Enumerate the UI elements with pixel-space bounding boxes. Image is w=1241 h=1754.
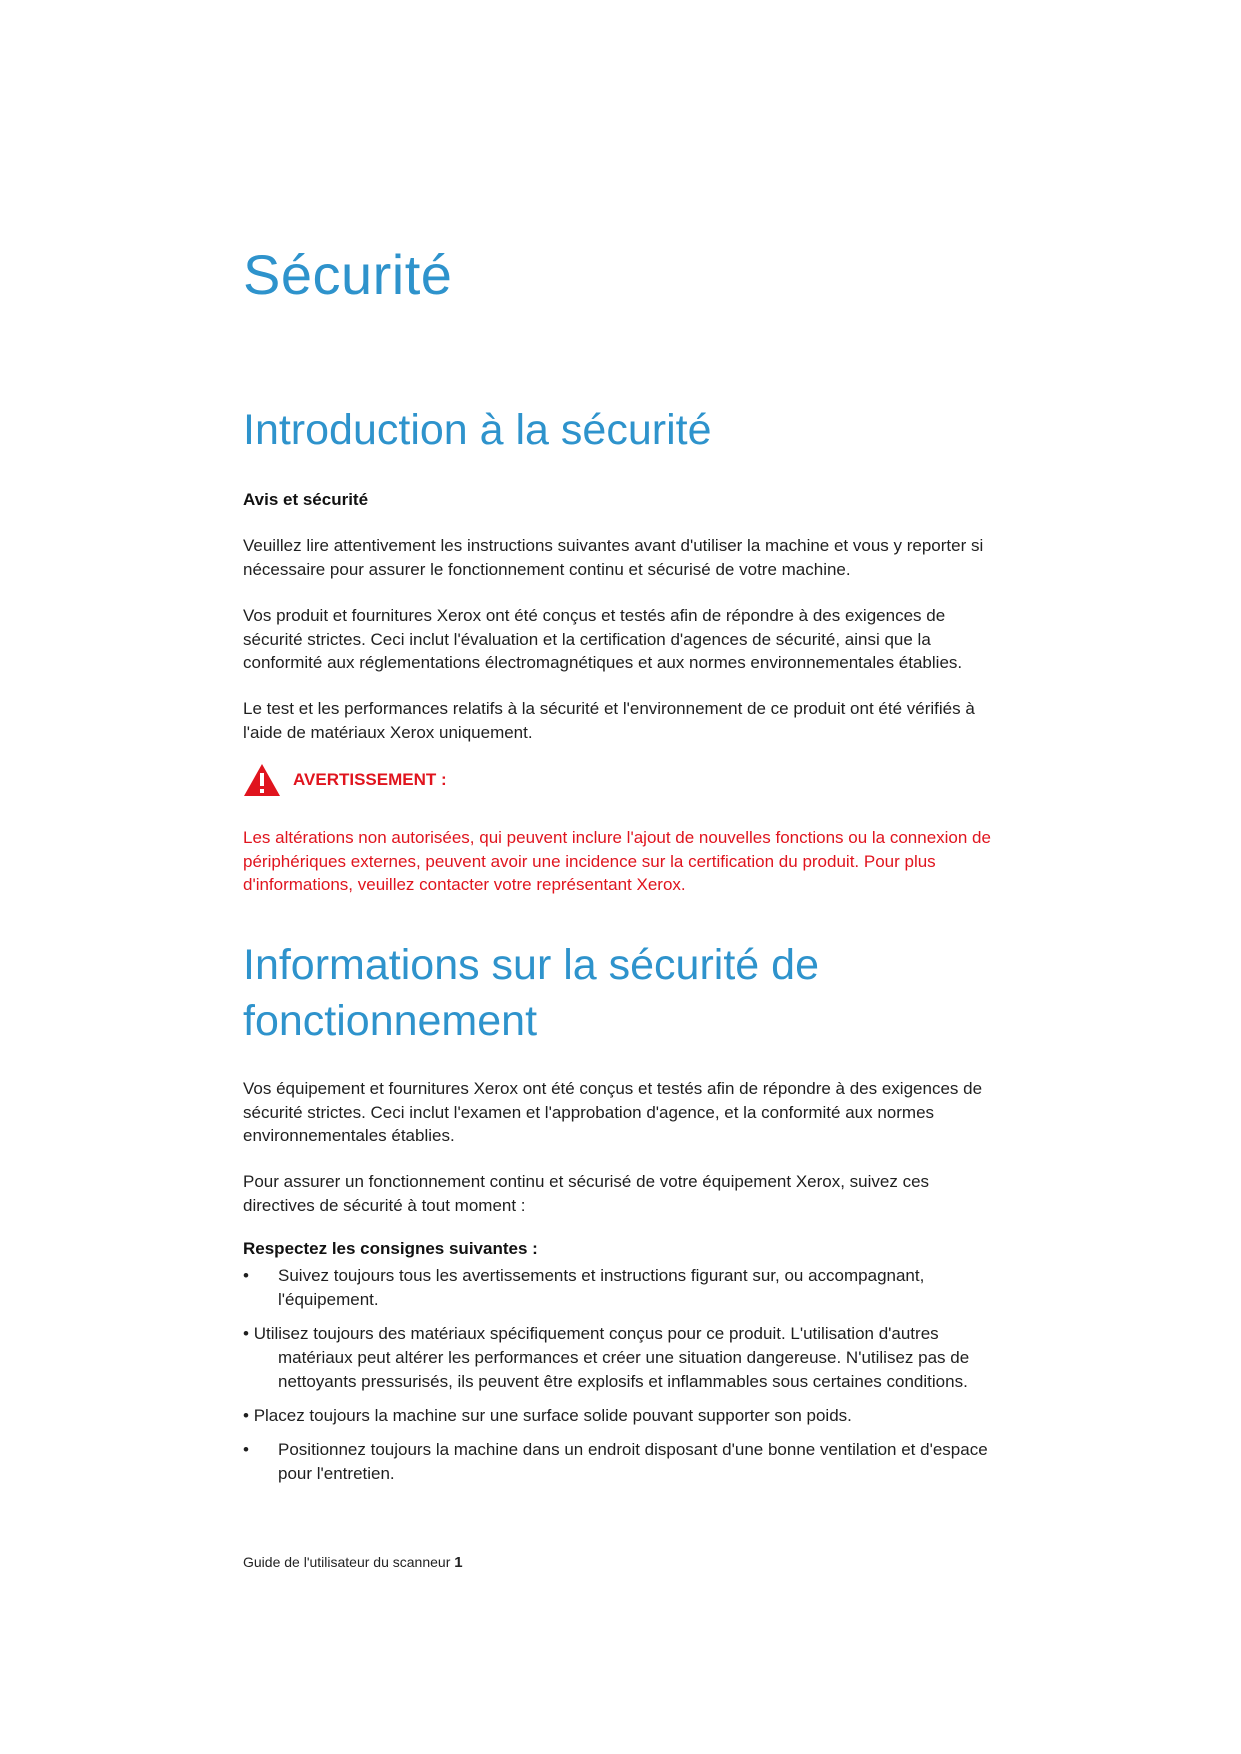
intro-paragraph: Veuillez lire attentivement les instructions suivantes avant d'utiliser la machine et vous y reporter si nécessaire pour assurer le fonctionnement continu et sécurisé de votre machine. — [243, 536, 984, 579]
section-heading-line: fonctionnement — [243, 997, 538, 1045]
warning-text: Les altérations non autorisées, qui peuvent inclure l'ajout de nouvelles fonctions ou la connexion de périphériques externes, peuvent avoir une incidence sur la certification du produit. Pour plus d'informations, veuillez contacter votre représentant Xerox. — [243, 828, 991, 894]
ops-paragraph-1-wrap — [243, 1077, 1003, 1148]
section-heading-introduction: Introduction à la sécurité — [243, 406, 712, 454]
list-item — [243, 1322, 1003, 1394]
notice-subheading: Avis et sécurité — [243, 490, 369, 509]
list-item-text: Utilisez toujours des matériaux spécifiquement conçus pour ce produit. L'utilisation d'autres matériaux peut altérer les performances et créer une situation dangereuse. N'utilisez pas de nettoyants pressurisés, ils peuvent être explosifs et inflammables sous certaines conditions. — [253, 1324, 970, 1391]
section-operational-safety — [243, 937, 1003, 1049]
warning-header — [243, 763, 1003, 797]
page-title: Sécurité — [243, 243, 453, 306]
section-introduction — [243, 402, 1003, 458]
ops-paragraph-2-wrap — [243, 1170, 1003, 1217]
page-number: 1 — [454, 1554, 463, 1571]
list-item — [243, 1438, 1003, 1486]
notice-subheading-wrap — [243, 490, 1003, 510]
intro-paragraph-2-wrap — [243, 604, 1003, 675]
intro-paragraph-1-wrap — [243, 534, 1003, 581]
warning-triangle-icon — [243, 763, 281, 797]
list-item-text: Placez toujours la machine sur une surface solide pouvant supporter son poids. — [253, 1406, 852, 1425]
footer-text: Guide de l'utilisateur du scanneur — [243, 1554, 451, 1570]
intro-paragraph: Le test et les performances relatifs à la sécurité et l'environnement de ce produit ont été vérifiés à l'aide de matériaux Xerox uniquement. — [243, 699, 975, 742]
bullet-icon: • — [243, 1324, 249, 1343]
list-heading: Respectez les consignes suivantes : — [243, 1239, 538, 1258]
page-footer — [243, 1554, 463, 1571]
bullet-icon: • — [243, 1266, 249, 1285]
safety-list-wrap — [243, 1264, 1003, 1496]
warning-text-wrap — [243, 826, 1003, 897]
list-item-text: Positionnez toujours la machine dans un endroit disposant d'une bonne ventilation et d'espace pour l'entretien. — [278, 1440, 988, 1483]
ops-paragraph: Pour assurer un fonctionnement continu et sécurisé de votre équipement Xerox, suivez ces directives de sécurité à tout moment : — [243, 1172, 930, 1215]
safety-list — [243, 1264, 1003, 1486]
warning-label: AVERTISSEMENT : — [293, 770, 447, 789]
intro-paragraph-3-wrap — [243, 697, 1003, 744]
section-heading-line: Informations sur la sécurité de — [243, 941, 819, 989]
list-item-text: Suivez toujours tous les avertissements et instructions figurant sur, ou accompagnant, l'équipement. — [278, 1266, 925, 1309]
list-item — [243, 1264, 1003, 1312]
bullet-icon: • — [243, 1406, 249, 1425]
list-item — [243, 1404, 1003, 1428]
bullet-icon: • — [243, 1440, 249, 1459]
section-heading-operational-safety — [243, 937, 1003, 1049]
intro-paragraph: Vos produit et fournitures Xerox ont été conçus et testés afin de répondre à des exigences de sécurité strictes. Ceci inclut l'évaluation et la certification d'agences de sécurité, ainsi que la conformité aux réglementations électromagnétiques et aux normes environnementales établies. — [243, 606, 963, 672]
list-heading-wrap — [243, 1239, 1003, 1259]
ops-paragraph: Vos équipement et fournitures Xerox ont été conçus et testés afin de répondre à des exigences de sécurité strictes. Ceci inclut l'examen et l'approbation d'agence, et la conformité aux normes environnementales établies. — [243, 1079, 983, 1145]
